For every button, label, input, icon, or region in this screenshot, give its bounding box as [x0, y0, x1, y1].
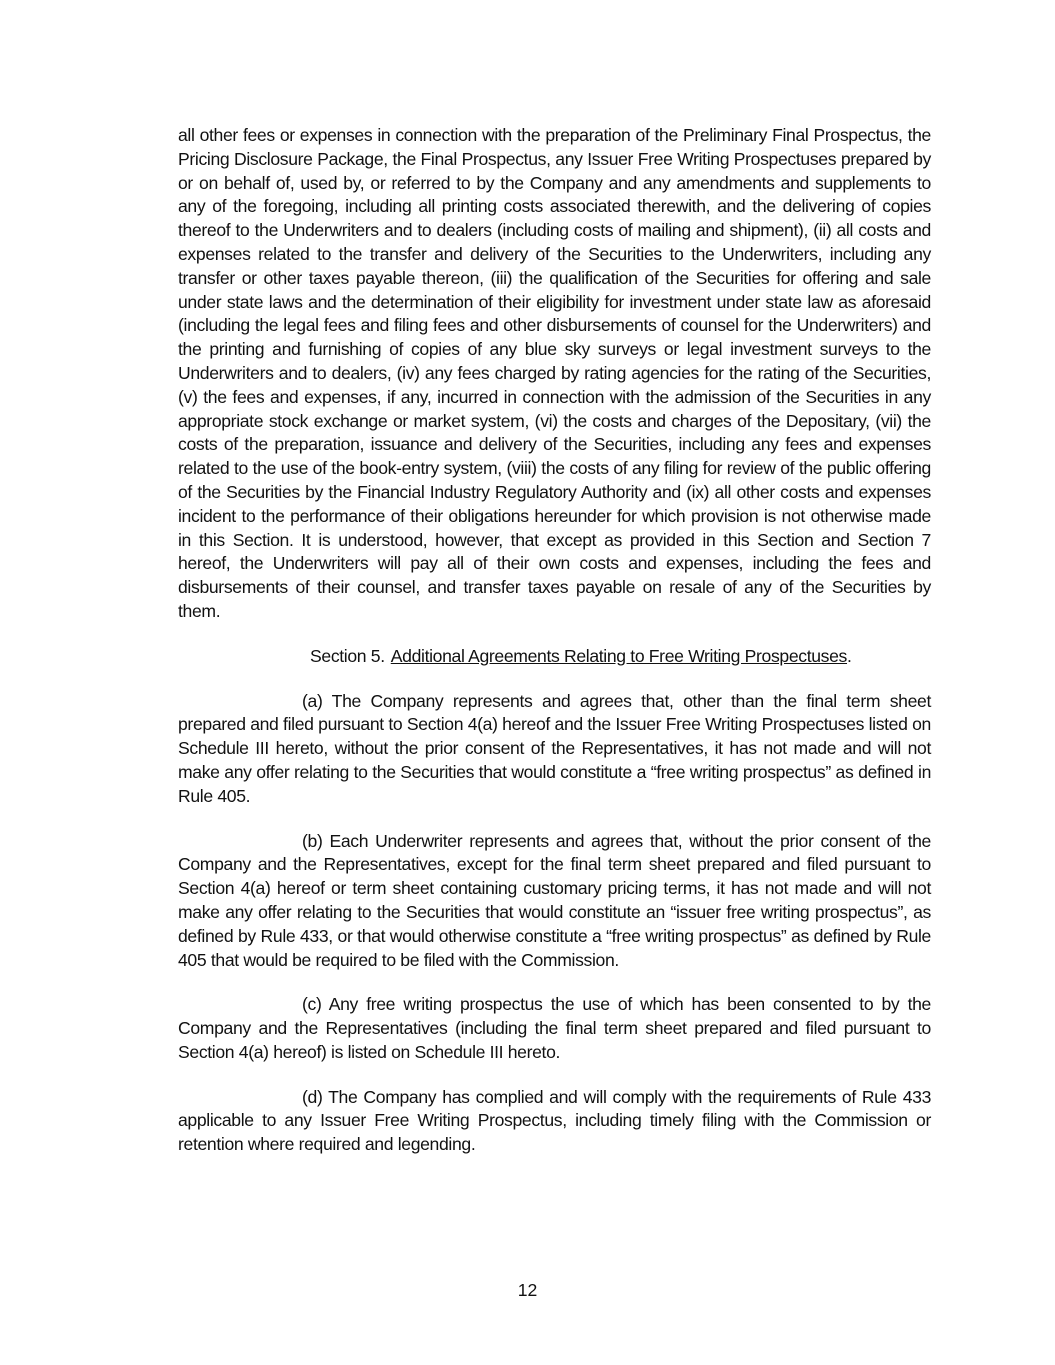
paragraph-c: (c) Any free writing prospectus the use of which has been consented to by the Company and the Representatives (including the final term sheet prepared and filed pursuant to Section 4(a) hereof) is listed on Schedule III hereto. [178, 994, 931, 1062]
section-number: Section 5. [310, 645, 385, 666]
paragraph-b: (b) Each Underwriter represents and agrees that, without the prior consent of the Company and the Representatives, except for the final term sheet prepared and filed pursuant to Section 4(a) hereof or term sheet containing customary pricing terms, it has not made and will not make any offer relating to the Securities that would constitute an “issuer free writing prospectus”, as defined by Rule 433, or that would otherwise constitute a “free writing prospectus” as defined by Rule 405 that would be required to be filed with the Commission. [178, 830, 931, 970]
page-number: 12 [517, 1280, 538, 1300]
paragraph-d: (d) The Company has complied and will comply with the requirements of Rule 433 applicable to any Issuer Free Writing Prospectus, including timely filing with the Commission or retention where required and legending. [178, 1086, 931, 1155]
page-body [178, 124, 931, 1178]
section-title: Additional Agreements Relating to Free Writing Prospectuses [390, 645, 848, 666]
section-5-heading [178, 645, 931, 669]
paragraph-costs-continued: all other fees or expenses in connection with the preparation of the Preliminary Final Prospectus, the Pricing Disclosure Package, the Final Prospectus, any Issuer Free Writing Prospectuses prepared by or on behalf of, used by, or referred to by the Company and any amendments and supplements to any of the foregoing, including all printing costs associated therewith, and the delivering of copies thereof to the Underwriters and to dealers (including costs of mailing and shipment), (ii) all costs and expenses related to the transfer and delivery of the Securities to the Underwriters, including any transfer or other taxes payable thereon, (iii) the qualification of the Securities for offering and sale under state laws and the determination of their eligibility for investment under state law as aforesaid (including the legal fees and filing fees and other disbursements of counsel for the Underwriters) and the printing and furnishing of copies of any blue sky surveys or legal investment surveys to the Underwriters and to dealers, (iv) any fees charged by rating agencies for the rating of the Securities, (v) the fees and expenses, if any, incurred in connection with the admission of the Securities in any appropriate stock exchange or market system, (vi) the costs and charges of the Depositary, (vii) the costs of the preparation, issuance and delivery of the Securities, including any fees and expenses related to the use of the book-entry system, (viii) the costs of any filing for review of the public offering of the Securities by the Financial Industry Regulatory Authority and (ix) all other costs and expenses incident to the performance of their obligations hereunder for which provision is not otherwise made in this Section. It is understood, however, that except as provided in this Section and Section 7 hereof, the Underwriters will pay all of their own costs and expenses, including the fees and disbursements of their counsel, and transfer taxes payable on resale of any of the Securities by them. [178, 125, 931, 621]
section-title-period: . [847, 645, 852, 666]
paragraph-a: (a) The Company represents and agrees that, other than the final term sheet prepared and filed pursuant to Section 4(a) hereof and the Issuer Free Writing Prospectuses listed on Schedule III hereto, without the prior consent of the Representatives, it has not made and will not make any offer relating to the Securities that would constitute a “free writing prospectus” as defined in Rule 405. [178, 690, 931, 806]
